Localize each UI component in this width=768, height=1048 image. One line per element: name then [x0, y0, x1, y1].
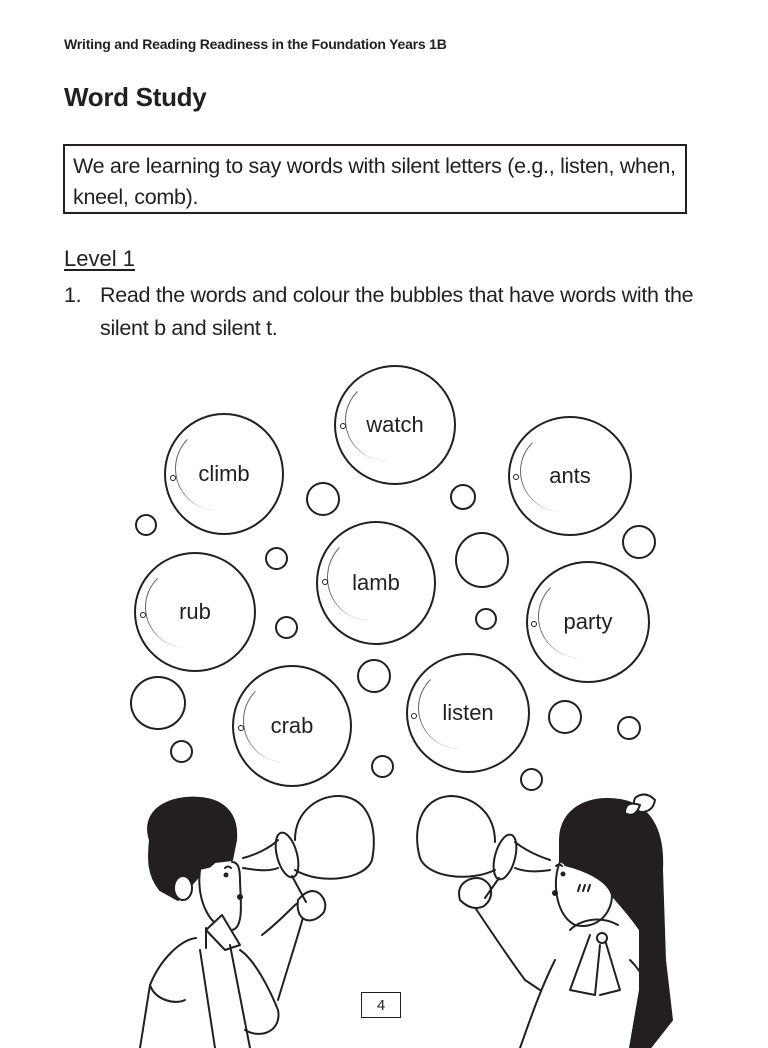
word-bubble-watch[interactable]	[334, 365, 456, 485]
word-bubble-climb[interactable]	[164, 413, 284, 535]
bubble-dot	[322, 579, 328, 585]
small-bubble	[275, 616, 298, 639]
question-instruction: Read the words and colour the bubbles that have words with the silent b and silent t.	[100, 283, 694, 340]
bubble-dot	[513, 474, 519, 480]
small-bubble	[265, 547, 288, 570]
small-bubble	[306, 482, 340, 516]
small-bubble	[170, 740, 193, 763]
small-bubble	[357, 659, 391, 693]
small-bubble	[455, 532, 509, 588]
bubble-word: lamb	[352, 570, 400, 595]
running-header: Writing and Reading Readiness in the Foundation Years 1B	[64, 36, 447, 52]
page-title: Word Study	[64, 82, 207, 112]
learning-objective-text: We are learning to say words with silent letters (e.g., listen, when, kneel, comb).	[73, 154, 676, 209]
boy-figure	[140, 798, 325, 1048]
small-bubble	[450, 484, 476, 510]
small-bubble	[548, 700, 582, 734]
bubble-dot	[170, 475, 176, 481]
word-bubble-party[interactable]	[526, 561, 650, 683]
small-bubble	[617, 716, 641, 740]
girl-figure	[459, 794, 672, 1048]
small-bubble	[622, 525, 656, 559]
word-bubble-ants[interactable]	[508, 416, 632, 536]
bubble-word: listen	[442, 700, 494, 725]
bubble-word: ants	[549, 463, 591, 488]
small-bubble	[520, 768, 543, 791]
bubble-dot	[238, 725, 244, 731]
bubble-word: climb	[198, 461, 250, 486]
bubble-dot	[531, 621, 537, 627]
small-bubble	[130, 676, 186, 730]
bubble-dot	[340, 423, 346, 429]
page-number: 4	[361, 992, 401, 1018]
small-bubble	[371, 755, 394, 778]
bubble-dot	[140, 612, 146, 618]
word-bubble-lamb[interactable]	[316, 521, 436, 645]
word-bubble-rub[interactable]	[134, 552, 256, 672]
bubble-word: rub	[179, 599, 211, 624]
bubble-word: watch	[366, 412, 424, 437]
word-bubble-listen[interactable]	[406, 653, 530, 773]
bubble-word: crab	[270, 713, 314, 738]
small-bubble	[135, 514, 157, 536]
word-bubble-crab[interactable]	[232, 665, 352, 787]
bubble-dot	[411, 713, 417, 719]
small-bubble	[475, 608, 497, 630]
question-number: 1.	[64, 283, 82, 307]
bubble-word: party	[563, 609, 613, 634]
level-label: Level 1	[64, 246, 135, 271]
